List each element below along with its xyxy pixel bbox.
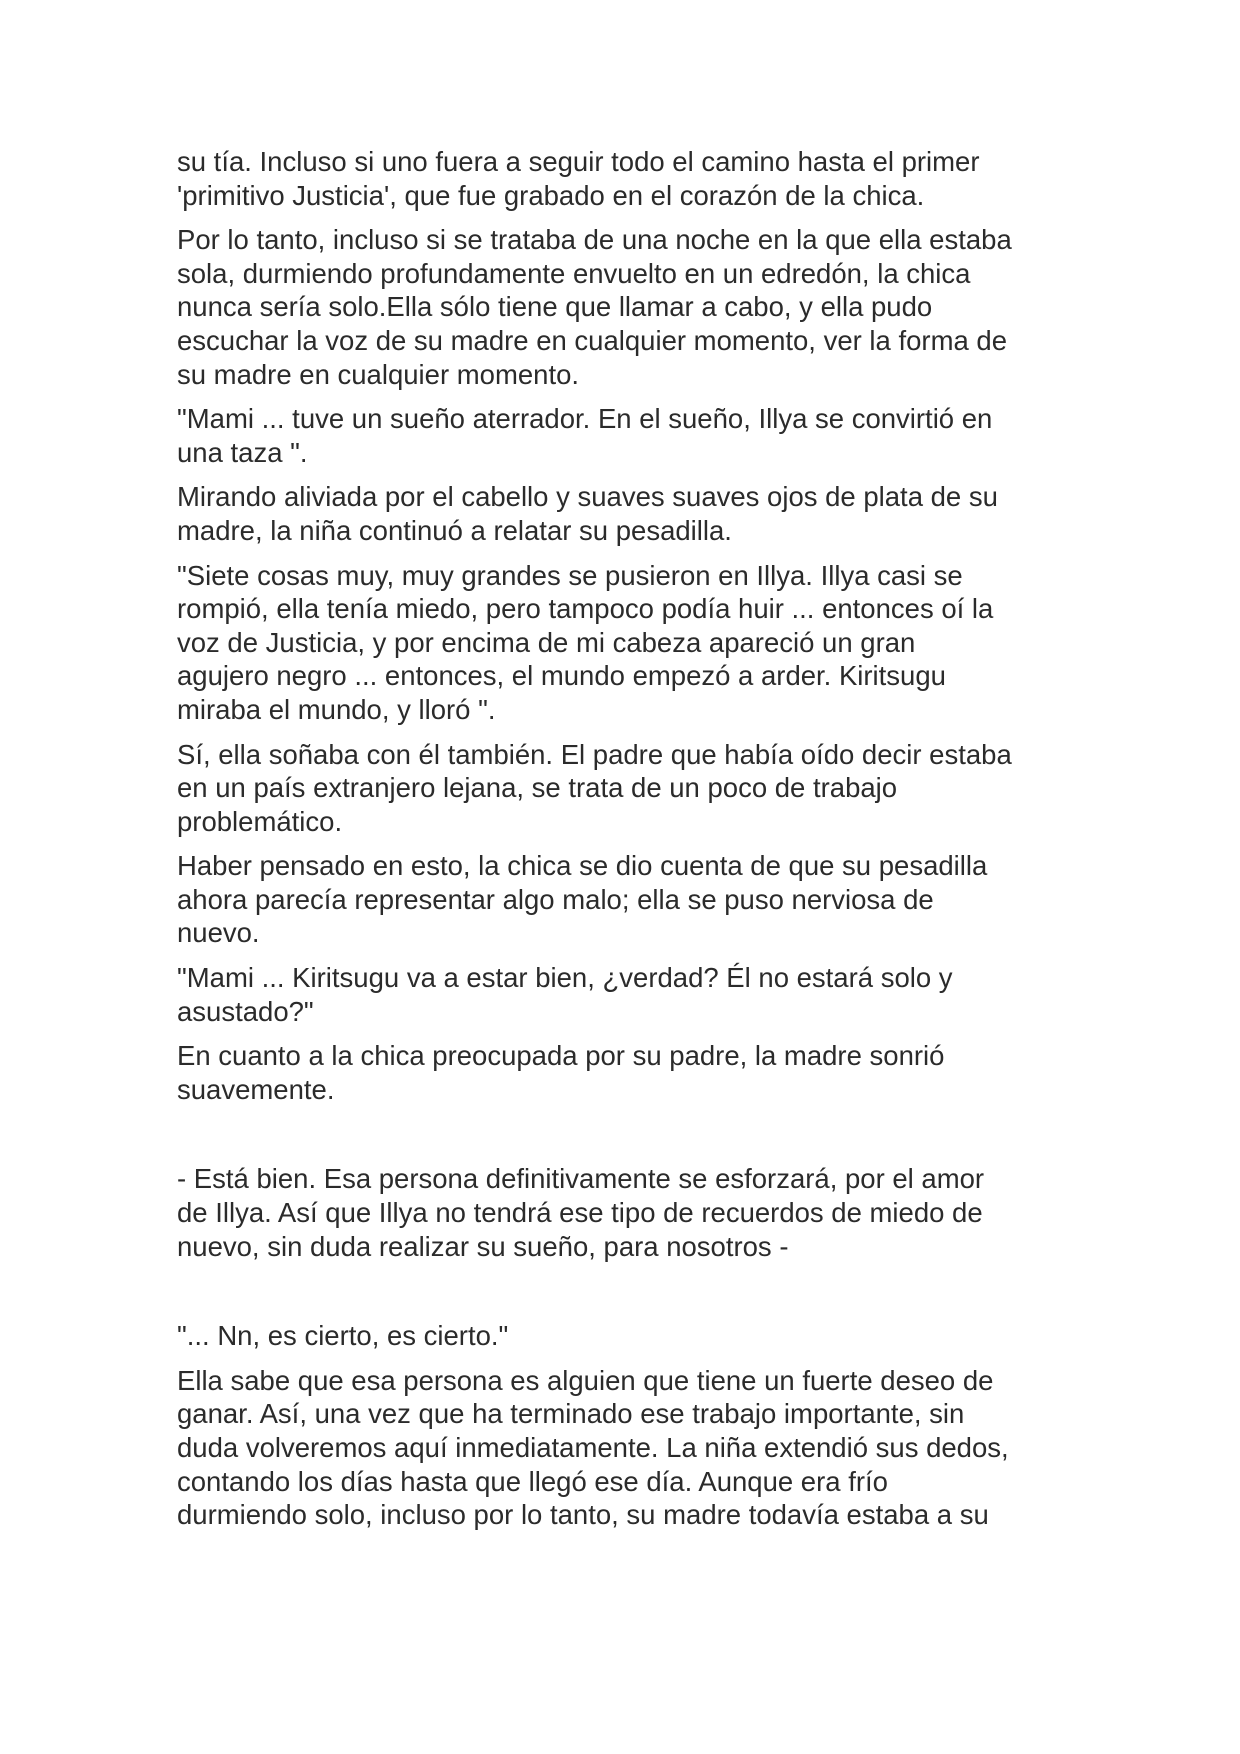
text-line: su madre en cualquier momento. xyxy=(177,358,580,390)
paragraph-11 xyxy=(177,1319,1077,1353)
text-line: problemático. xyxy=(177,805,343,837)
text-line: En cuanto a la chica preocupada por su padre, la madre sonrió xyxy=(177,1040,945,1072)
text-line: contando los días hasta que llegó ese día. Aunque era frío xyxy=(177,1465,888,1497)
text-line: madre, la niña continuó a relatar su pesadilla. xyxy=(177,514,732,546)
paragraph-10 xyxy=(177,1162,1077,1263)
text-line: nunca sería solo.Ella sólo tiene que llamar a cabo, y ella pudo xyxy=(177,291,933,323)
text-line: duda volveremos aquí inmediatamente. La niña extendió sus dedos, xyxy=(177,1432,1009,1463)
text-line: rompió, ella tenía miedo, pero tampoco podía huir ... entonces oí la xyxy=(177,593,994,625)
text-line: "Mami ... tuve un sueño aterrador. En el sueño, Illya se convirtió en xyxy=(177,403,993,435)
text-line: voz de Justicia, y por encima de mi cabeza apareció un gran xyxy=(177,626,916,658)
paragraph-1 xyxy=(177,145,1077,212)
paragraph-3 xyxy=(177,402,1077,469)
text-line: durmiendo solo, incluso por lo tanto, su madre todavía estaba a su xyxy=(177,1499,989,1531)
text-line: su tía. Incluso si uno fuera a seguir todo el camino hasta el primer xyxy=(177,146,980,177)
text-line: suavemente. xyxy=(177,1073,335,1105)
paragraph-8 xyxy=(177,961,1077,1028)
text-line: una taza ". xyxy=(177,436,308,468)
text-line: agujero negro ... entonces, el mundo empezó a arder. Kiritsugu xyxy=(177,660,946,692)
document-body xyxy=(177,145,1077,1543)
text-line: Por lo tanto, incluso si se trataba de una noche en la que ella estaba xyxy=(177,224,1012,256)
text-line: ganar. Así, una vez que ha terminado ese trabajo importante, sin xyxy=(177,1398,965,1430)
text-line: Haber pensado en esto, la chica se dio cuenta de que su pesadilla xyxy=(177,850,988,882)
paragraph-9 xyxy=(177,1039,1077,1106)
paragraph-12 xyxy=(177,1364,1077,1532)
paragraph-2 xyxy=(177,223,1077,391)
text-line: "Mami ... Kiritsugu va a estar bien, ¿verdad? Él no estará solo y xyxy=(177,962,953,994)
text-line: "Siete cosas muy, muy grandes se pusieron en Illya. Illya casi se xyxy=(177,559,963,591)
text-line: escuchar la voz de su madre en cualquier momento, ver la forma de xyxy=(177,324,1007,356)
text-line: ahora parecía representar algo malo; ella se puso nerviosa de xyxy=(177,883,934,915)
text-line: nuevo, sin duda realizar su sueño, para nosotros - xyxy=(177,1230,789,1262)
text-line: 'primitivo Justicia', que fue grabado en el corazón de la chica. xyxy=(177,179,925,211)
text-line: en un país extranjero lejana, se trata de un poco de trabajo xyxy=(177,772,898,804)
paragraph-5 xyxy=(177,559,1077,727)
text-line: Mirando aliviada por el cabello y suaves suaves ojos de plata de su xyxy=(177,481,998,513)
text-line: de Illya. Así que Illya no tendrá ese tipo de recuerdos de miedo de xyxy=(177,1197,983,1229)
text-line: nuevo. xyxy=(177,917,260,949)
text-line: miraba el mundo, y lloró ". xyxy=(177,693,496,725)
text-line: Sí, ella soñaba con él también. El padre que había oído decir estaba xyxy=(177,738,1012,770)
paragraph-6 xyxy=(177,738,1077,839)
text-line: - Está bien. Esa persona definitivamente se esforzará, por el amor xyxy=(177,1163,985,1195)
text-line: asustado?" xyxy=(177,995,314,1027)
text-line: sola, durmiendo profundamente envuelto en un edredón, la chica xyxy=(177,257,971,289)
paragraph-4 xyxy=(177,480,1077,547)
text-line: "... Nn, es cierto, es cierto." xyxy=(177,1320,509,1352)
paragraph-7 xyxy=(177,849,1077,950)
text-line: Ella sabe que esa persona es alguien que tiene un fuerte deseo de xyxy=(177,1364,994,1396)
